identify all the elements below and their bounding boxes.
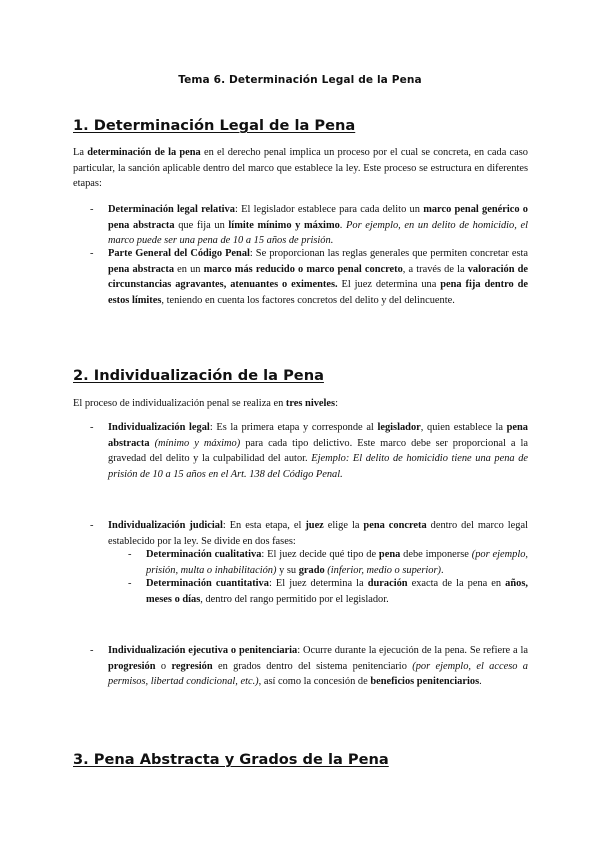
text-run: , teniendo en cuenta los factores concretos del delito y del delincuente. [161,294,455,306]
text-run: El juez determina una [337,279,441,291]
sub-item-determinacion-cualitativa [146,547,528,578]
bold-text-run: valoración de circunstancias agravantes, atenuantes o eximentes. [108,263,528,291]
text-run: elige la [323,520,364,531]
text-run: en el derecho penal implica un proceso por el cual se concreta, en cada caso particular, la sanción aplicable dentro del marco que establece la ley. Este proceso se estructura en diferentes etapas: [73,147,528,190]
bold-text-run: duración [367,578,408,589]
text-run: en grados dentro del sistema penitenciario [212,660,413,672]
text-run: para cada tipo delictivo. Este marco debe ser proporcional a la gravedad del delito y la culpabilidad del autor. [108,437,529,465]
text-run: La [73,147,88,158]
list-item-individualizacion-judicial [108,518,528,549]
bold-text-run: pena abstracta [108,263,175,275]
italic-text-run: Por ejemplo, en un delito de homicidio, el marco puede ser una pena de 10 a 15 años de prisión. [108,219,528,247]
sub-bullet-dash: - [128,578,132,589]
bold-text-run: pena [378,549,401,560]
bold-text-run: beneficios penitenciarios [370,676,480,688]
list-item-individualizacion-ejecutiva [108,643,528,690]
text-run: en un [174,263,204,275]
bold-text-run: Individualización judicial [108,520,223,531]
text-run: : Ocurre durante la ejecución de la pena. Se refiere a la [297,645,528,656]
bold-text-run: determinación de la pena [87,147,201,158]
bold-text-run: tres niveles [285,398,336,409]
section-2-intro-paragraph [73,396,528,412]
document-title: Tema 6. Determinación Legal de la Pena [178,74,422,86]
text-run: , quien establece la [420,422,507,433]
text-run: . [441,564,444,576]
section-2-heading: 2. Individualización de la Pena [73,367,324,384]
bold-text-run: años, meses o días [146,578,528,605]
bold-text-run: límite mínimo y máximo [228,219,340,231]
text-run: . [479,676,482,688]
text-run: : El juez determina la [268,578,368,589]
bold-text-run: juez [305,520,324,531]
text-run: , dentro del rango permitido por el legislador. [200,593,389,605]
section-3-heading: 3. Pena Abstracta y Grados de la Pena [73,751,389,768]
sub-item-determinacion-cuantitativa [146,576,528,607]
text-run: , así como la concesión de [258,676,371,688]
text-run: dentro del marco legal establecido por la ley. Se divide en dos fases: [108,520,528,547]
bullet-dash: - [90,422,94,433]
bold-text-run: Determinación cuantitativa [146,578,269,589]
sub-bullet-dash: - [128,549,132,560]
text-run: exacta de la pena en [407,578,506,589]
text-run: : En esta etapa, el [222,520,306,531]
bold-text-run: Parte General del Código Penal [108,248,250,259]
section-1-intro-paragraph [73,145,528,192]
bold-text-run: marco más reducido o marco penal concreto [203,263,403,275]
italic-text-run: Ejemplo: El delito de homicidio tiene una pena de prisión de 10 a 15 años en el Art. 138 del Código Penal. [108,453,528,480]
bold-text-run: regresión [171,660,213,672]
bold-text-run: Determinación legal relativa [108,204,235,215]
list-item-individualizacion-legal [108,420,528,482]
text-run: : Es la primera etapa y corresponde al [209,422,378,433]
italic-text-run: (inferior, medio o superior) [327,564,442,576]
bold-text-run: pena concreta [363,520,427,531]
bold-text-run: Individualización legal [108,422,210,433]
bullet-dash: - [90,204,94,215]
bold-text-run: progresión [108,660,156,672]
bullet-dash: - [90,645,94,656]
bold-text-run: marco penal genérico o pena abstracta [108,204,529,231]
bullet-dash: - [90,248,94,259]
text-run: , a través de la [402,263,468,275]
text-run: : Se proporcionan las reglas generales que permiten concretar esta [249,248,528,259]
text-run: : [335,398,338,409]
bold-text-run: legislador [377,422,421,433]
italic-text-run: (por ejemplo, el acceso a permisos, libertad condicional, etc.) [108,660,529,688]
text-run: El proceso de individualización penal se realiza en [73,398,286,409]
italic-text-run: (por ejemplo, prisión, multa o inhabilitación) [146,549,529,576]
bold-text-run: pena abstracta [108,422,528,449]
bold-text-run: Determinación cualitativa [146,549,262,560]
text-run: . [339,219,347,231]
text-run: : El legislador establece para cada delito un [234,204,424,215]
bold-text-run: Individualización ejecutiva o penitenciaria [108,645,298,656]
list-item-determinacion-legal-relativa [108,202,528,249]
section-1-heading: 1. Determinación Legal de la Pena [73,117,356,134]
text-run: que fija un [174,219,229,231]
bold-text-run: grado [298,564,325,576]
text-run: y su [276,564,299,576]
text-run: o [155,660,172,672]
text-run: debe imponerse [400,549,472,560]
list-item-parte-general [108,246,528,308]
text-run: : El juez decide qué tipo de [261,549,379,560]
bullet-dash: - [90,520,94,531]
bold-text-run: pena fija dentro de estos límites [108,279,529,306]
italic-text-run: (mínimo y máximo) [154,437,241,449]
